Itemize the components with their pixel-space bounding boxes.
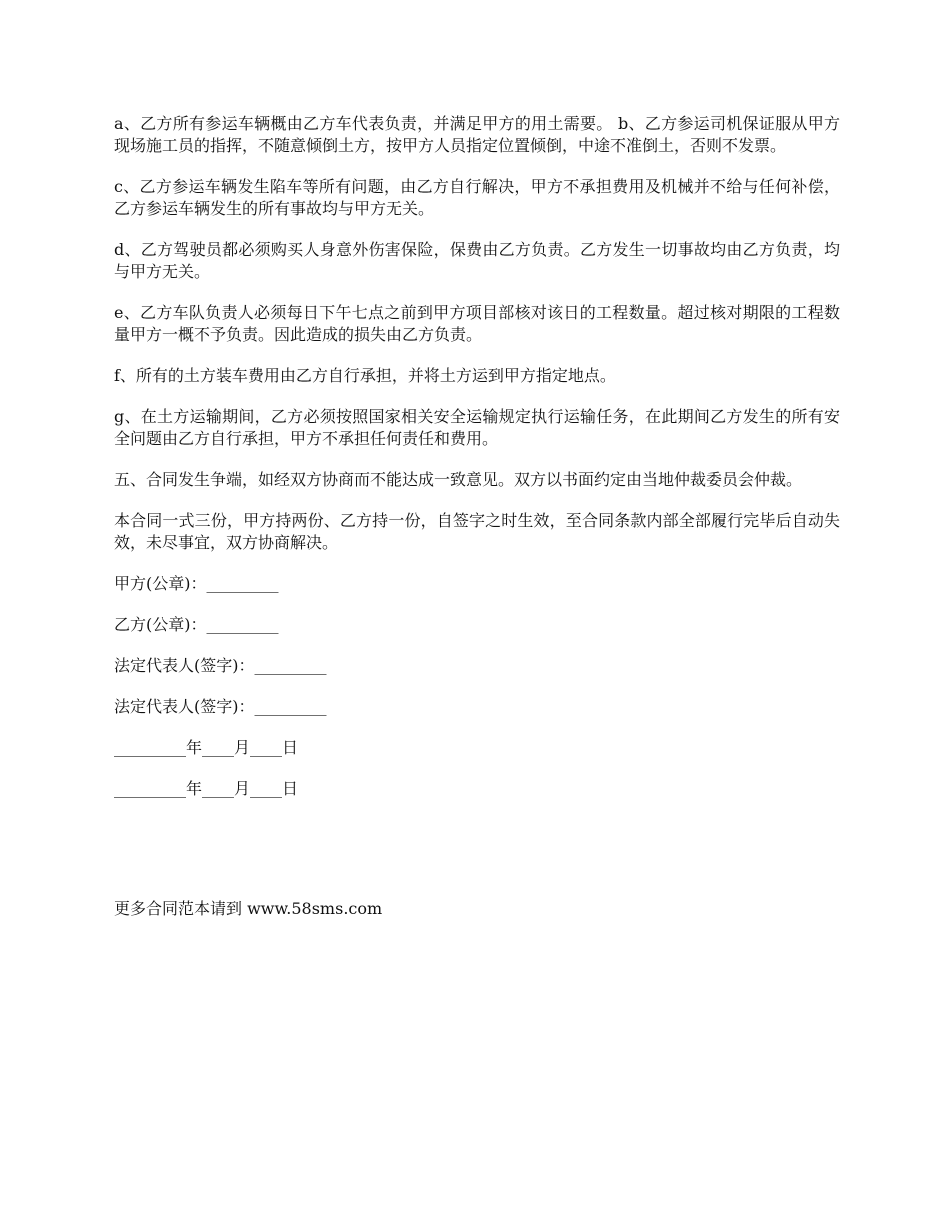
date-line: _________年____月____日 xyxy=(114,779,299,798)
clause-copies: 本合同一式三份，甲方持两份、乙方持一份，自签字之时生效，至合同条款内部全部履行完毕后自动失效，未尽事宜，双方协商解决。 xyxy=(114,511,840,552)
legal-rep-signature-line: 法定代表人(签字)：_________ xyxy=(114,697,327,716)
date-line: _________年____月____日 xyxy=(114,738,299,757)
party-b-seal-line: 乙方(公章)：_________ xyxy=(114,615,279,634)
clause-f: f、所有的土方装车费用由乙方自行承担，并将土方运到甲方指定地点。 xyxy=(114,366,616,385)
clause-d: d、乙方驾驶员都必须购买人身意外伤害保险，保费由乙方负责。乙方发生一切事故均由乙方负责，均与甲方无关。 xyxy=(114,240,840,281)
clause-e: e、乙方车队负责人必须每日下午七点之前到甲方项目部核对该日的工程数量。超过核对期限的工程数量甲方一概不予负责。因此造成的损失由乙方负责。 xyxy=(114,303,840,344)
clause-c: c、乙方参运车辆发生陷车等所有问题，由乙方自行解决，甲方不承担费用及机械并不给与任何补偿，乙方参运车辆发生的所有事故均与甲方无关。 xyxy=(114,177,840,218)
footer-note: 更多合同范本请到 www.58sms.com xyxy=(114,899,383,918)
clause-a-b: a、乙方所有参运车辆概由乙方车代表负责，并满足甲方的用土需要。 b、乙方参运司机保证服从甲方现场施工员的指挥，不随意倾倒土方，按甲方人员指定位置倾倒，中途不准倒土，否则不发票。 xyxy=(114,114,840,155)
legal-rep-signature-line: 法定代表人(签字)：_________ xyxy=(114,656,327,675)
clause-dispute: 五、合同发生争端，如经双方协商而不能达成一致意见。双方以书面约定由当地仲裁委员会仲裁。 xyxy=(114,470,803,489)
contract-body xyxy=(114,113,840,819)
party-a-seal-line: 甲方(公章)：_________ xyxy=(114,574,279,593)
clause-g: g、在土方运输期间，乙方必须按照国家相关安全运输规定执行运输任务，在此期间乙方发生的所有安全问题由乙方自行承担，甲方不承担任何责任和费用。 xyxy=(114,407,840,448)
